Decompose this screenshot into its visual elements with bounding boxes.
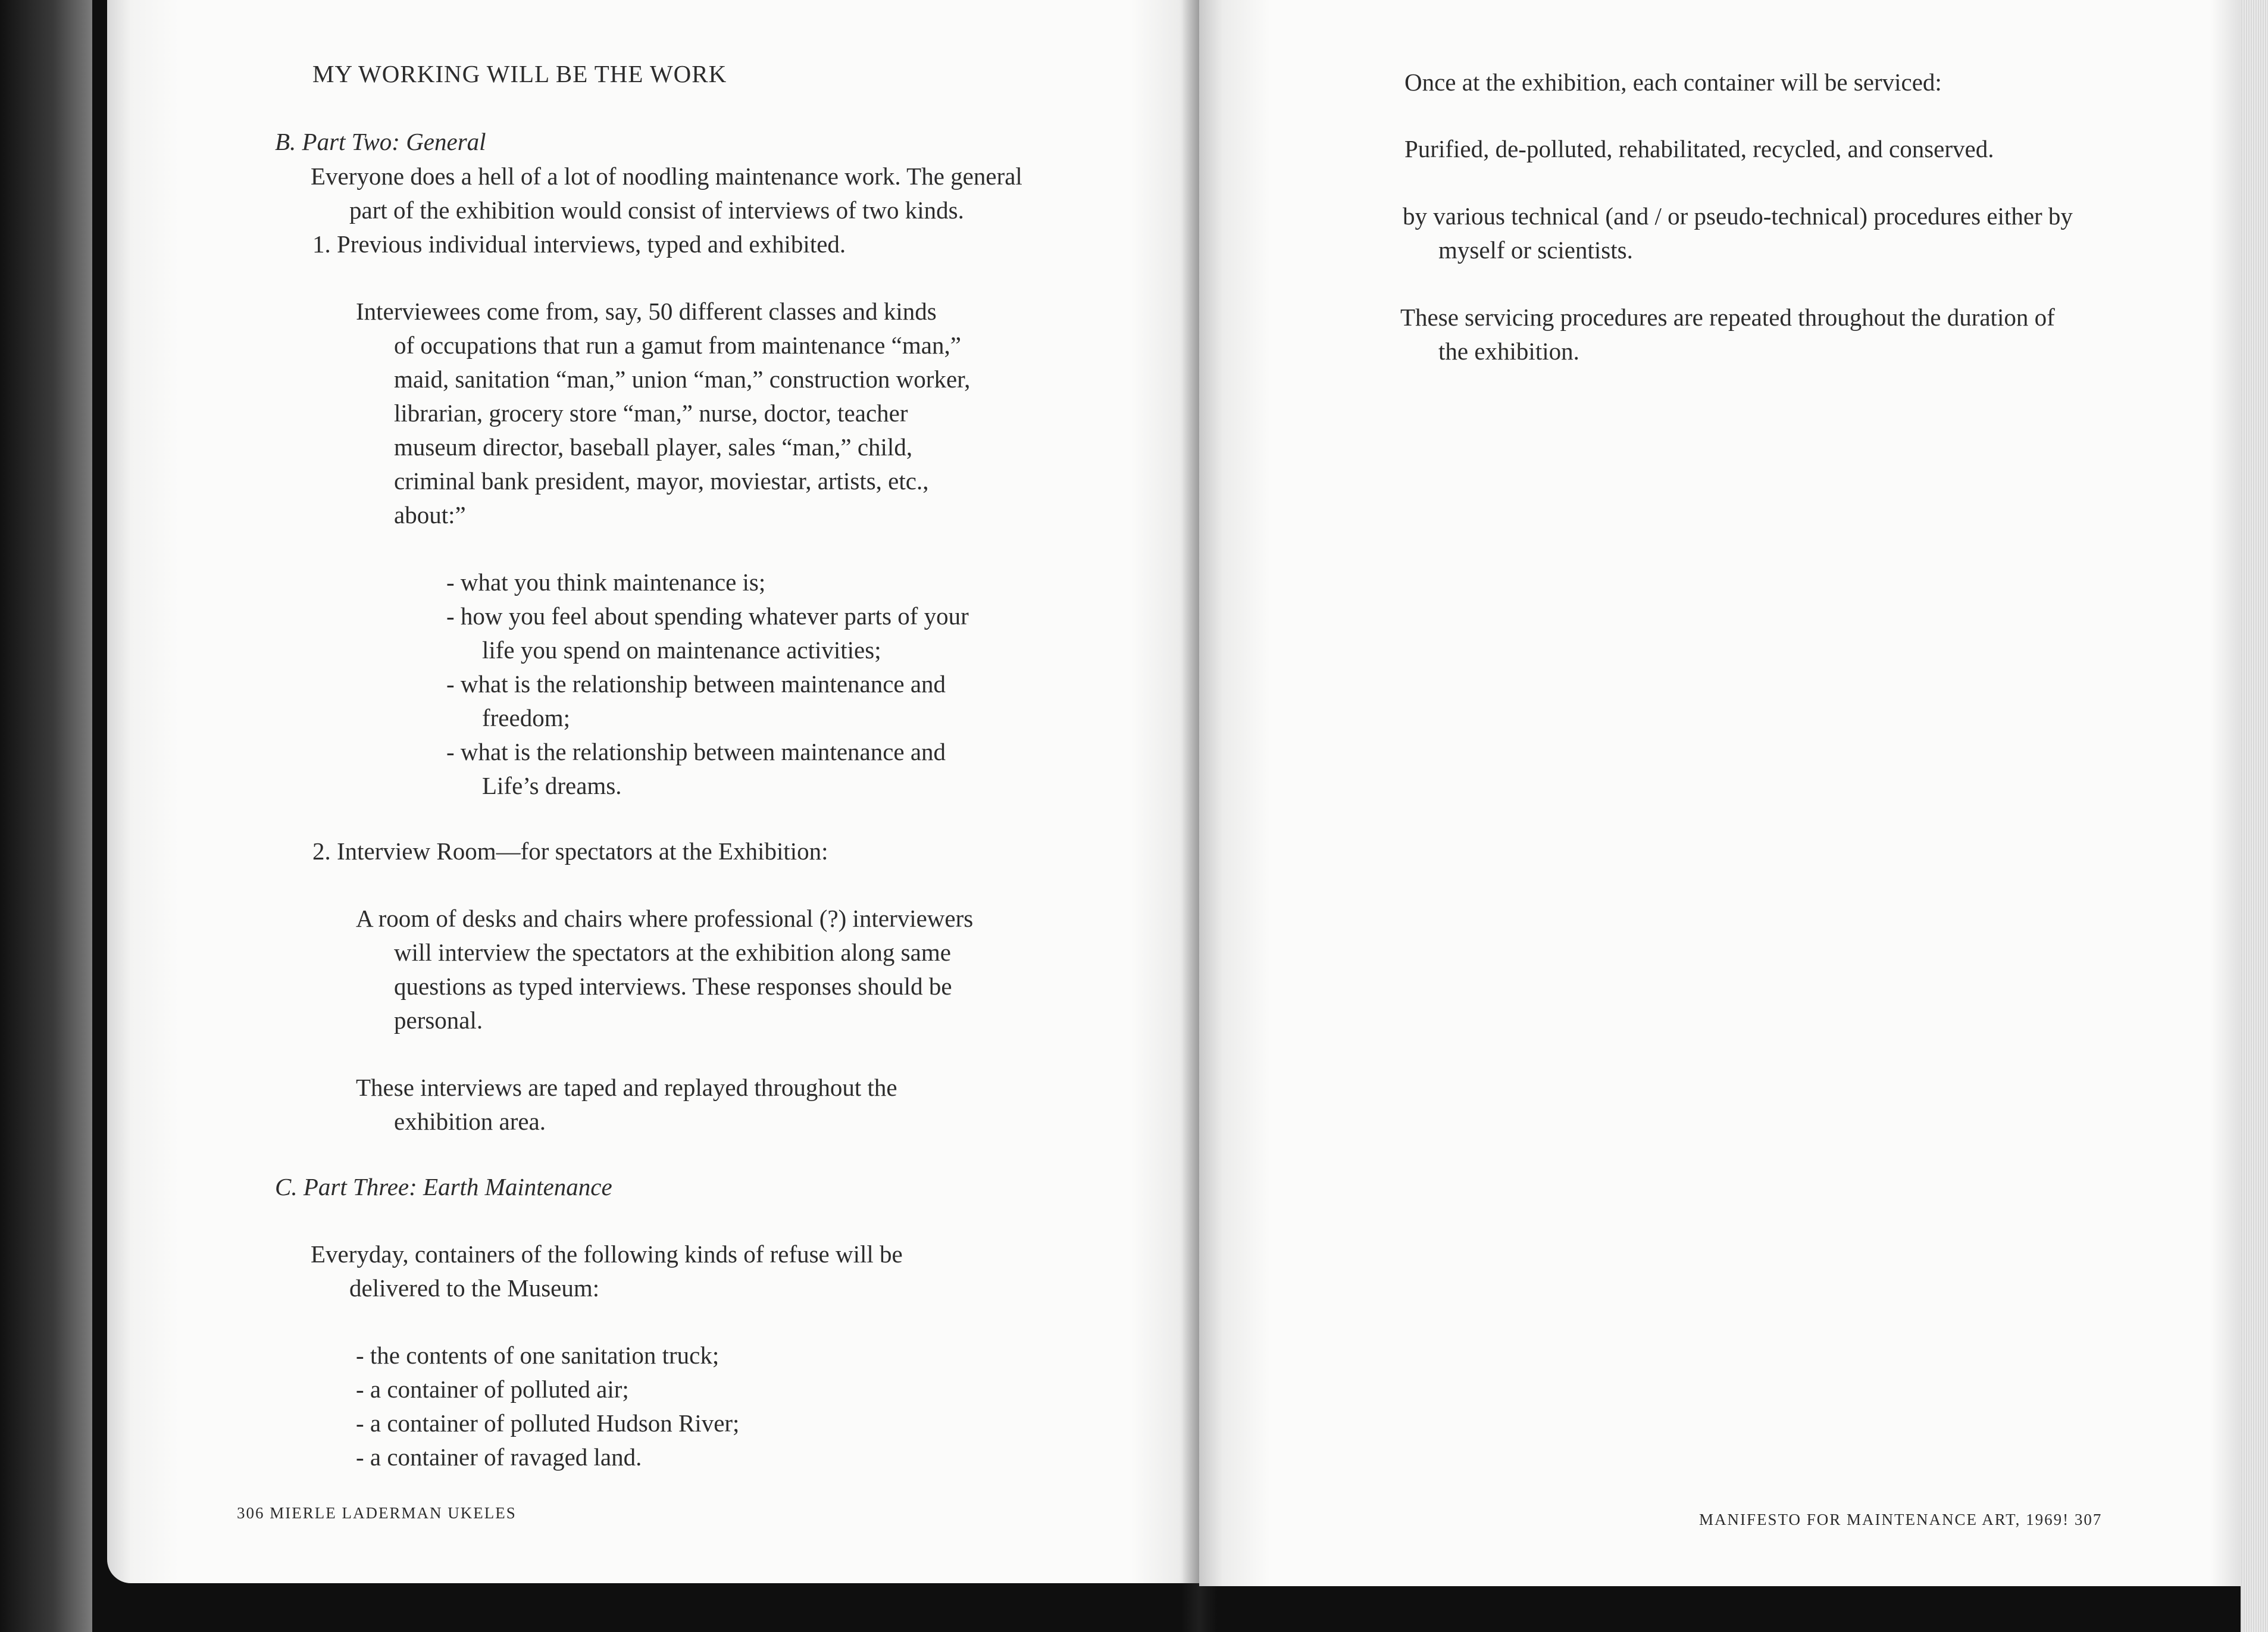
paragraph-line: of occupations that run a gamut from maintenance “man,” — [394, 332, 961, 359]
right-paragraph-2: Purified, de-polluted, rehabilitated, recycled, and conserved. — [1404, 135, 1994, 162]
running-head: MY WORKING WILL BE THE WORK — [312, 60, 727, 87]
section-b-intro-line-1: Everyone does a hell of a lot of noodling maintenance work. The general — [311, 162, 1022, 190]
item-1: 1. Previous individual interviews, typed and exhibited. — [312, 230, 846, 258]
list-item-continuation: life you spend on maintenance activities; — [482, 636, 881, 664]
paragraph-line: maid, sanitation “man,” union “man,” construction worker, — [394, 365, 971, 393]
list-item-continuation: Life’s dreams. — [482, 772, 622, 799]
paragraph-line: criminal bank president, mayor, moviestar, artists, etc., — [394, 467, 929, 495]
paragraph-line: personal. — [394, 1006, 483, 1034]
page-footer-left: 306 MIERLE LADERMAN UKELES — [237, 1504, 517, 1522]
paragraph-line: delivered to the Museum: — [349, 1274, 600, 1302]
paragraph-line: librarian, grocery store “man,” nurse, doctor, teacher — [394, 399, 908, 427]
list-item: - what is the relationship between maintenance and — [446, 670, 946, 698]
list-item: - how you feel about spending whatever parts of your — [446, 602, 969, 630]
paragraph-line: A room of desks and chairs where professional (?) interviewers — [356, 905, 974, 932]
right-page — [1199, 0, 2241, 1586]
section-b-intro-line-2: part of the exhibition would consist of interviews of two kinds. — [349, 196, 964, 224]
paragraph-line: questions as typed interviews. These responses should be — [394, 973, 952, 1000]
paragraph-line: These servicing procedures are repeated throughout the duration of — [1400, 304, 2055, 331]
paragraph-line: exhibition area. — [394, 1108, 546, 1135]
paragraph-line: will interview the spectators at the exhibition along same — [394, 939, 951, 966]
page-footer-right: MANIFESTO FOR MAINTENANCE ART, 1969! 307 — [1699, 1511, 2103, 1528]
list-item: - the contents of one sanitation truck; — [356, 1342, 719, 1369]
paragraph-line: Interviewees come from, say, 50 different classes and kinds — [356, 298, 937, 325]
paragraph-line: about:” — [394, 501, 466, 529]
paragraph-line: Everyday, containers of the following kinds of refuse will be — [311, 1240, 903, 1268]
section-c-heading: C. Part Three: Earth Maintenance — [275, 1173, 612, 1200]
list-item: - a container of polluted air; — [356, 1375, 629, 1403]
list-item: - a container of ravaged land. — [356, 1443, 642, 1471]
right-paragraph-1: Once at the exhibition, each container will be serviced: — [1404, 68, 1942, 96]
list-item-continuation: freedom; — [482, 704, 570, 731]
paragraph-line: by various technical (and / or pseudo-technical) procedures either by — [1403, 202, 2073, 230]
section-b-heading: B. Part Two: General — [275, 128, 486, 155]
paragraph-line: myself or scientists. — [1438, 236, 1633, 264]
item-2: 2. Interview Room—for spectators at the Exhibition: — [312, 837, 828, 865]
left-page — [107, 0, 1199, 1583]
list-item: - a container of polluted Hudson River; — [356, 1409, 740, 1437]
paragraph-line: museum director, baseball player, sales “man,” child, — [394, 433, 913, 461]
paragraph-line: the exhibition. — [1438, 337, 1579, 365]
page-edges — [2241, 0, 2268, 1632]
list-item: - what is the relationship between maintenance and — [446, 738, 946, 765]
paragraph-line: These interviews are taped and replayed throughout the — [356, 1074, 897, 1101]
list-item: - what you think maintenance is; — [446, 568, 766, 596]
